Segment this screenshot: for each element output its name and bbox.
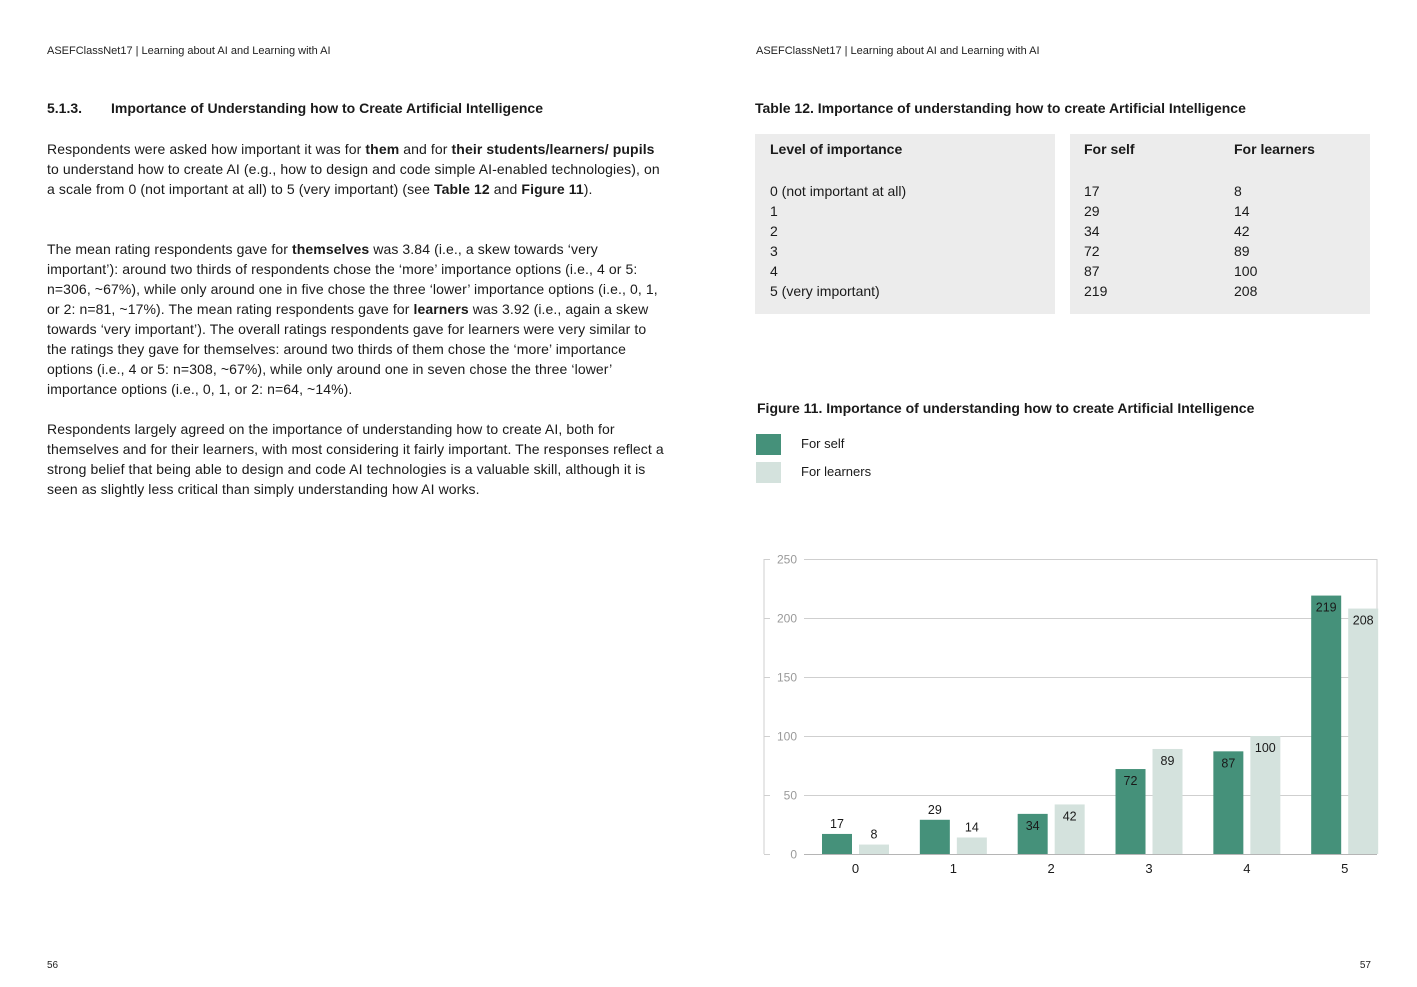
data-label: 34 [1025, 818, 1040, 833]
table-cell-level: 0 (not important at all) [770, 183, 907, 199]
left-page [0, 0, 708, 987]
y-tick-label: 50 [783, 788, 797, 803]
p2-text-3: was 3.92 (i.e., again a skew towards ‘very important’). The overall ratings respondents gave for learners were very similar to the ratings they gave for themselves: around two thirds of them chose the ‘more’ importance options (i.e., 4 or 5: n=308, ~67%), while only around one in seven chose the three ‘lower’ importance options (i.e., 0, 1, or 2: n=64, ~14%). [47, 301, 649, 397]
p1-bold-4: Figure 11 [521, 181, 584, 197]
p2-bold-2: learners [413, 301, 469, 317]
p1-text-1: Respondents were asked how important it was for [47, 141, 366, 157]
x-tick-label: 0 [851, 861, 860, 876]
p2-text-2: was 3.84 (i.e., a skew towards ‘very important’): around two thirds of respondents chose the ‘more’ importance options (i.e., 4 or 5: n=306, ~67%), while only around one in five chose the three ‘lower’ importance options (i.e., 0, 1, or 2: n=81, ~17%). The mean rating respondents gave for [47, 241, 658, 317]
y-tick-label: 150 [776, 670, 797, 685]
y-tick-label: 100 [776, 729, 797, 744]
x-tick-label: 5 [1341, 861, 1349, 876]
bar-self [822, 834, 852, 854]
page-number: 56 [47, 960, 59, 971]
legend-swatch-self [756, 434, 781, 455]
table-cell-level: 2 [770, 223, 778, 239]
data-label: 89 [1160, 753, 1175, 768]
x-tick-label: 3 [1145, 861, 1153, 876]
section-title: Importance of Understanding how to Create Artificial Intelligence [111, 100, 543, 116]
table-cell-self: 87 [1084, 263, 1100, 279]
self-column [1084, 181, 1107, 301]
section-number: 5.1.3. [47, 100, 83, 116]
bar-learners [1348, 609, 1378, 854]
table-cell-learners: 89 [1234, 243, 1250, 259]
right-page [708, 0, 1417, 987]
legend-label-self: For self [801, 436, 845, 451]
table-cell-learners: 208 [1234, 283, 1258, 299]
data-label: 42 [1062, 809, 1077, 824]
y-tick-label: 250 [776, 552, 797, 567]
p1-text-3: to understand how to create AI (e.g., how to design and code simple AI-enabled technologies), on a scale from 0 (not important at all) to 5 (very important) (see [47, 161, 660, 197]
x-tick-label: 4 [1243, 861, 1251, 876]
running-head: ASEFClassNet17 | Learning about AI and Learning with AI [756, 45, 1040, 57]
bar-learners [957, 837, 987, 854]
data-label: 87 [1221, 756, 1236, 771]
p1-text-2: and for [399, 141, 452, 157]
data-label: 208 [1352, 613, 1374, 628]
y-tick-label: 200 [776, 611, 797, 626]
data-label: 17 [830, 816, 844, 831]
table-cell-learners: 100 [1234, 263, 1258, 279]
header-for-self: For self [1084, 141, 1135, 157]
header-for-learners: For learners [1234, 141, 1315, 157]
table-cell-self: 17 [1084, 183, 1100, 199]
p1-bold-1: them [365, 141, 400, 157]
p2-bold-1: themselves [291, 241, 370, 257]
table-cell-self: 72 [1084, 243, 1100, 259]
paragraph-1 [47, 139, 665, 199]
p1-bold-2: their students/learners/ pupils [451, 141, 655, 157]
table-cell-level: 3 [770, 243, 778, 259]
table-cell-level: 4 [770, 263, 778, 279]
header-level: Level of importance [770, 141, 903, 157]
legend-label-learners: For learners [801, 464, 872, 479]
table-title: Table 12. Importance of understanding how to create Artificial Intelligence [755, 100, 1246, 116]
table-values-panel [1070, 134, 1370, 314]
bar-learners [859, 845, 889, 854]
table-cell-self: 29 [1084, 203, 1100, 219]
p1-bold-3: Table 12 [433, 181, 490, 197]
learners-column [1234, 181, 1257, 301]
x-tick-label: 1 [949, 861, 957, 876]
x-tick-label: 2 [1047, 861, 1055, 876]
p2-text-1: The mean rating respondents gave for [47, 241, 292, 257]
data-label: 14 [964, 820, 979, 835]
bar-self [920, 820, 950, 854]
table-level-panel [755, 134, 1055, 314]
running-head: ASEFClassNet17 | Learning about AI and Learning with AI [47, 45, 331, 57]
paragraph-2 [47, 239, 665, 399]
data-label: 29 [927, 802, 942, 817]
page-number: 57 [1359, 960, 1371, 971]
data-label: 100 [1254, 741, 1276, 755]
figure-title: Figure 11. Importance of understanding how to create Artificial Intelligence [757, 400, 1255, 416]
p1-text-4: and [489, 181, 522, 197]
paragraph-3: Respondents largely agreed on the importance of understanding how to create AI, both for themselves and for their learners, with most considering it fairly important. The responses reflect a strong belief that being able to design and code AI technologies is a valuable skill, although it is seen as slightly less critical than simply understanding how AI works. [47, 421, 664, 497]
table-cell-self: 34 [1084, 223, 1100, 239]
p1-text-5: ). [583, 181, 593, 197]
y-tick-label: 0 [790, 847, 797, 862]
bar-self [1311, 596, 1341, 854]
legend-swatch-learners [756, 462, 781, 483]
data-label: 219 [1315, 600, 1337, 615]
table-cell-learners: 42 [1234, 223, 1250, 239]
table-cell-learners: 14 [1234, 203, 1250, 219]
section-heading [47, 100, 543, 116]
data-label: 8 [870, 827, 878, 842]
data-label: 72 [1123, 774, 1138, 789]
level-column [770, 181, 906, 301]
table-cell-self: 219 [1084, 283, 1108, 299]
table-cell-level: 1 [770, 203, 778, 219]
table-cell-learners: 8 [1234, 183, 1242, 199]
table-cell-level: 5 (very important) [770, 283, 880, 299]
bar-chart [748, 545, 1388, 885]
